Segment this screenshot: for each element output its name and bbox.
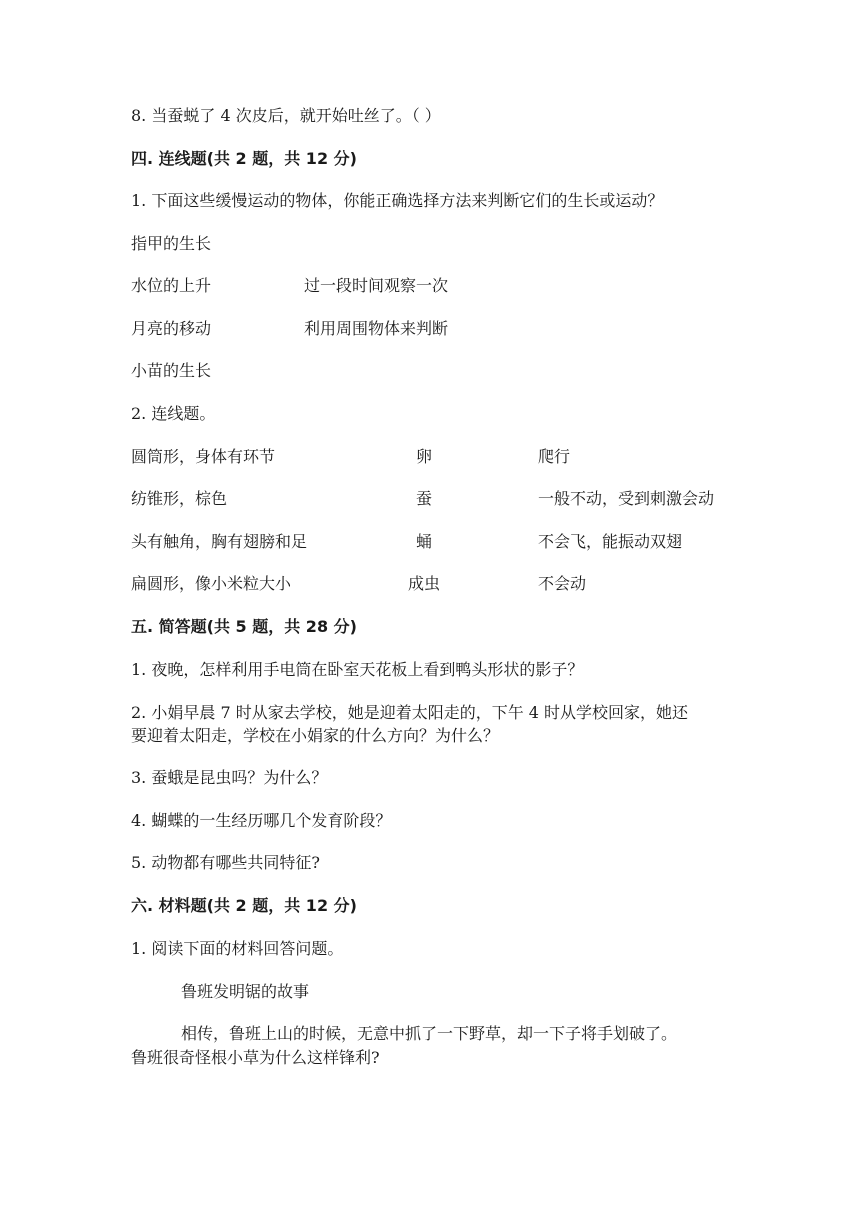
q2-stage-3: 蛹 [416, 532, 433, 551]
q2-behavior-2: 一般不动，受到刺激会动 [538, 489, 715, 508]
q2-behavior-4: 不会动 [538, 574, 587, 593]
short-answer-question-5: 5. 动物都有哪些共同特征? [131, 853, 320, 872]
q2-description-3: 头有触角，胸有翅膀和足 [131, 532, 308, 551]
section-heading-matching: 四. 连线题(共 2 题，共 12 分) [131, 149, 357, 168]
story-paragraph-line-1: 相传，鲁班上山的时候，无意中抓了一下野草，却一下子将手划破了。 [181, 1024, 678, 1043]
section-heading-material: 六. 材料题(共 2 题，共 12 分) [131, 896, 357, 915]
q1-right-item-1: 过一段时间观察一次 [304, 276, 449, 295]
material-question-1-prompt: 1. 阅读下面的材料回答问题。 [131, 939, 344, 958]
matching-question-2-prompt: 2. 连线题。 [131, 404, 216, 423]
q2-description-2: 纺锥形，棕色 [131, 489, 228, 508]
q1-left-item-2: 水位的上升 [131, 276, 212, 295]
section-heading-short-answer: 五. 简答题(共 5 题，共 28 分) [131, 617, 357, 636]
q2-stage-4: 成虫 [408, 574, 441, 593]
short-answer-question-4: 4. 蝴蝶的一生经历哪几个发育阶段？ [131, 811, 392, 830]
q1-left-item-4: 小苗的生长 [131, 361, 212, 380]
q2-description-1: 圆筒形，身体有环节 [131, 447, 276, 466]
q1-right-item-2: 利用周围物体来判断 [304, 319, 449, 338]
q2-behavior-3: 不会飞，能振动双翅 [538, 532, 683, 551]
short-answer-question-1: 1. 夜晚，怎样利用手电筒在卧室天花板上看到鸭头形状的影子？ [131, 660, 584, 679]
short-answer-question-3: 3. 蚕蛾是昆虫吗？为什么？ [131, 768, 328, 787]
short-answer-question-2-line-1: 2. 小娟早晨 7 时从家去学校，她是迎着太阳走的，下午 4 时从学校回家，她还 [131, 703, 689, 722]
q2-behavior-1: 爬行 [538, 447, 571, 466]
story-title: 鲁班发明锯的故事 [181, 982, 310, 1001]
q1-left-item-1: 指甲的生长 [131, 234, 212, 253]
matching-question-1-prompt: 1. 下面这些缓慢运动的物体，你能正确选择方法来判断它们的生长或运动？ [131, 191, 664, 210]
q2-description-4: 扁圆形，像小米粒大小 [131, 574, 292, 593]
q2-stage-1: 卵 [416, 447, 433, 466]
q1-left-item-3: 月亮的移动 [131, 319, 212, 338]
judgement-question-8: 8. 当蚕蜕了 4 次皮后，就开始吐丝了。（ ） [131, 106, 441, 125]
q2-stage-2: 蚕 [416, 489, 433, 508]
short-answer-question-2-line-2: 要迎着太阳走，学校在小娟家的什么方向？为什么？ [131, 726, 500, 745]
story-paragraph-line-2: 鲁班很奇怪根小草为什么这样锋利? [131, 1048, 380, 1067]
